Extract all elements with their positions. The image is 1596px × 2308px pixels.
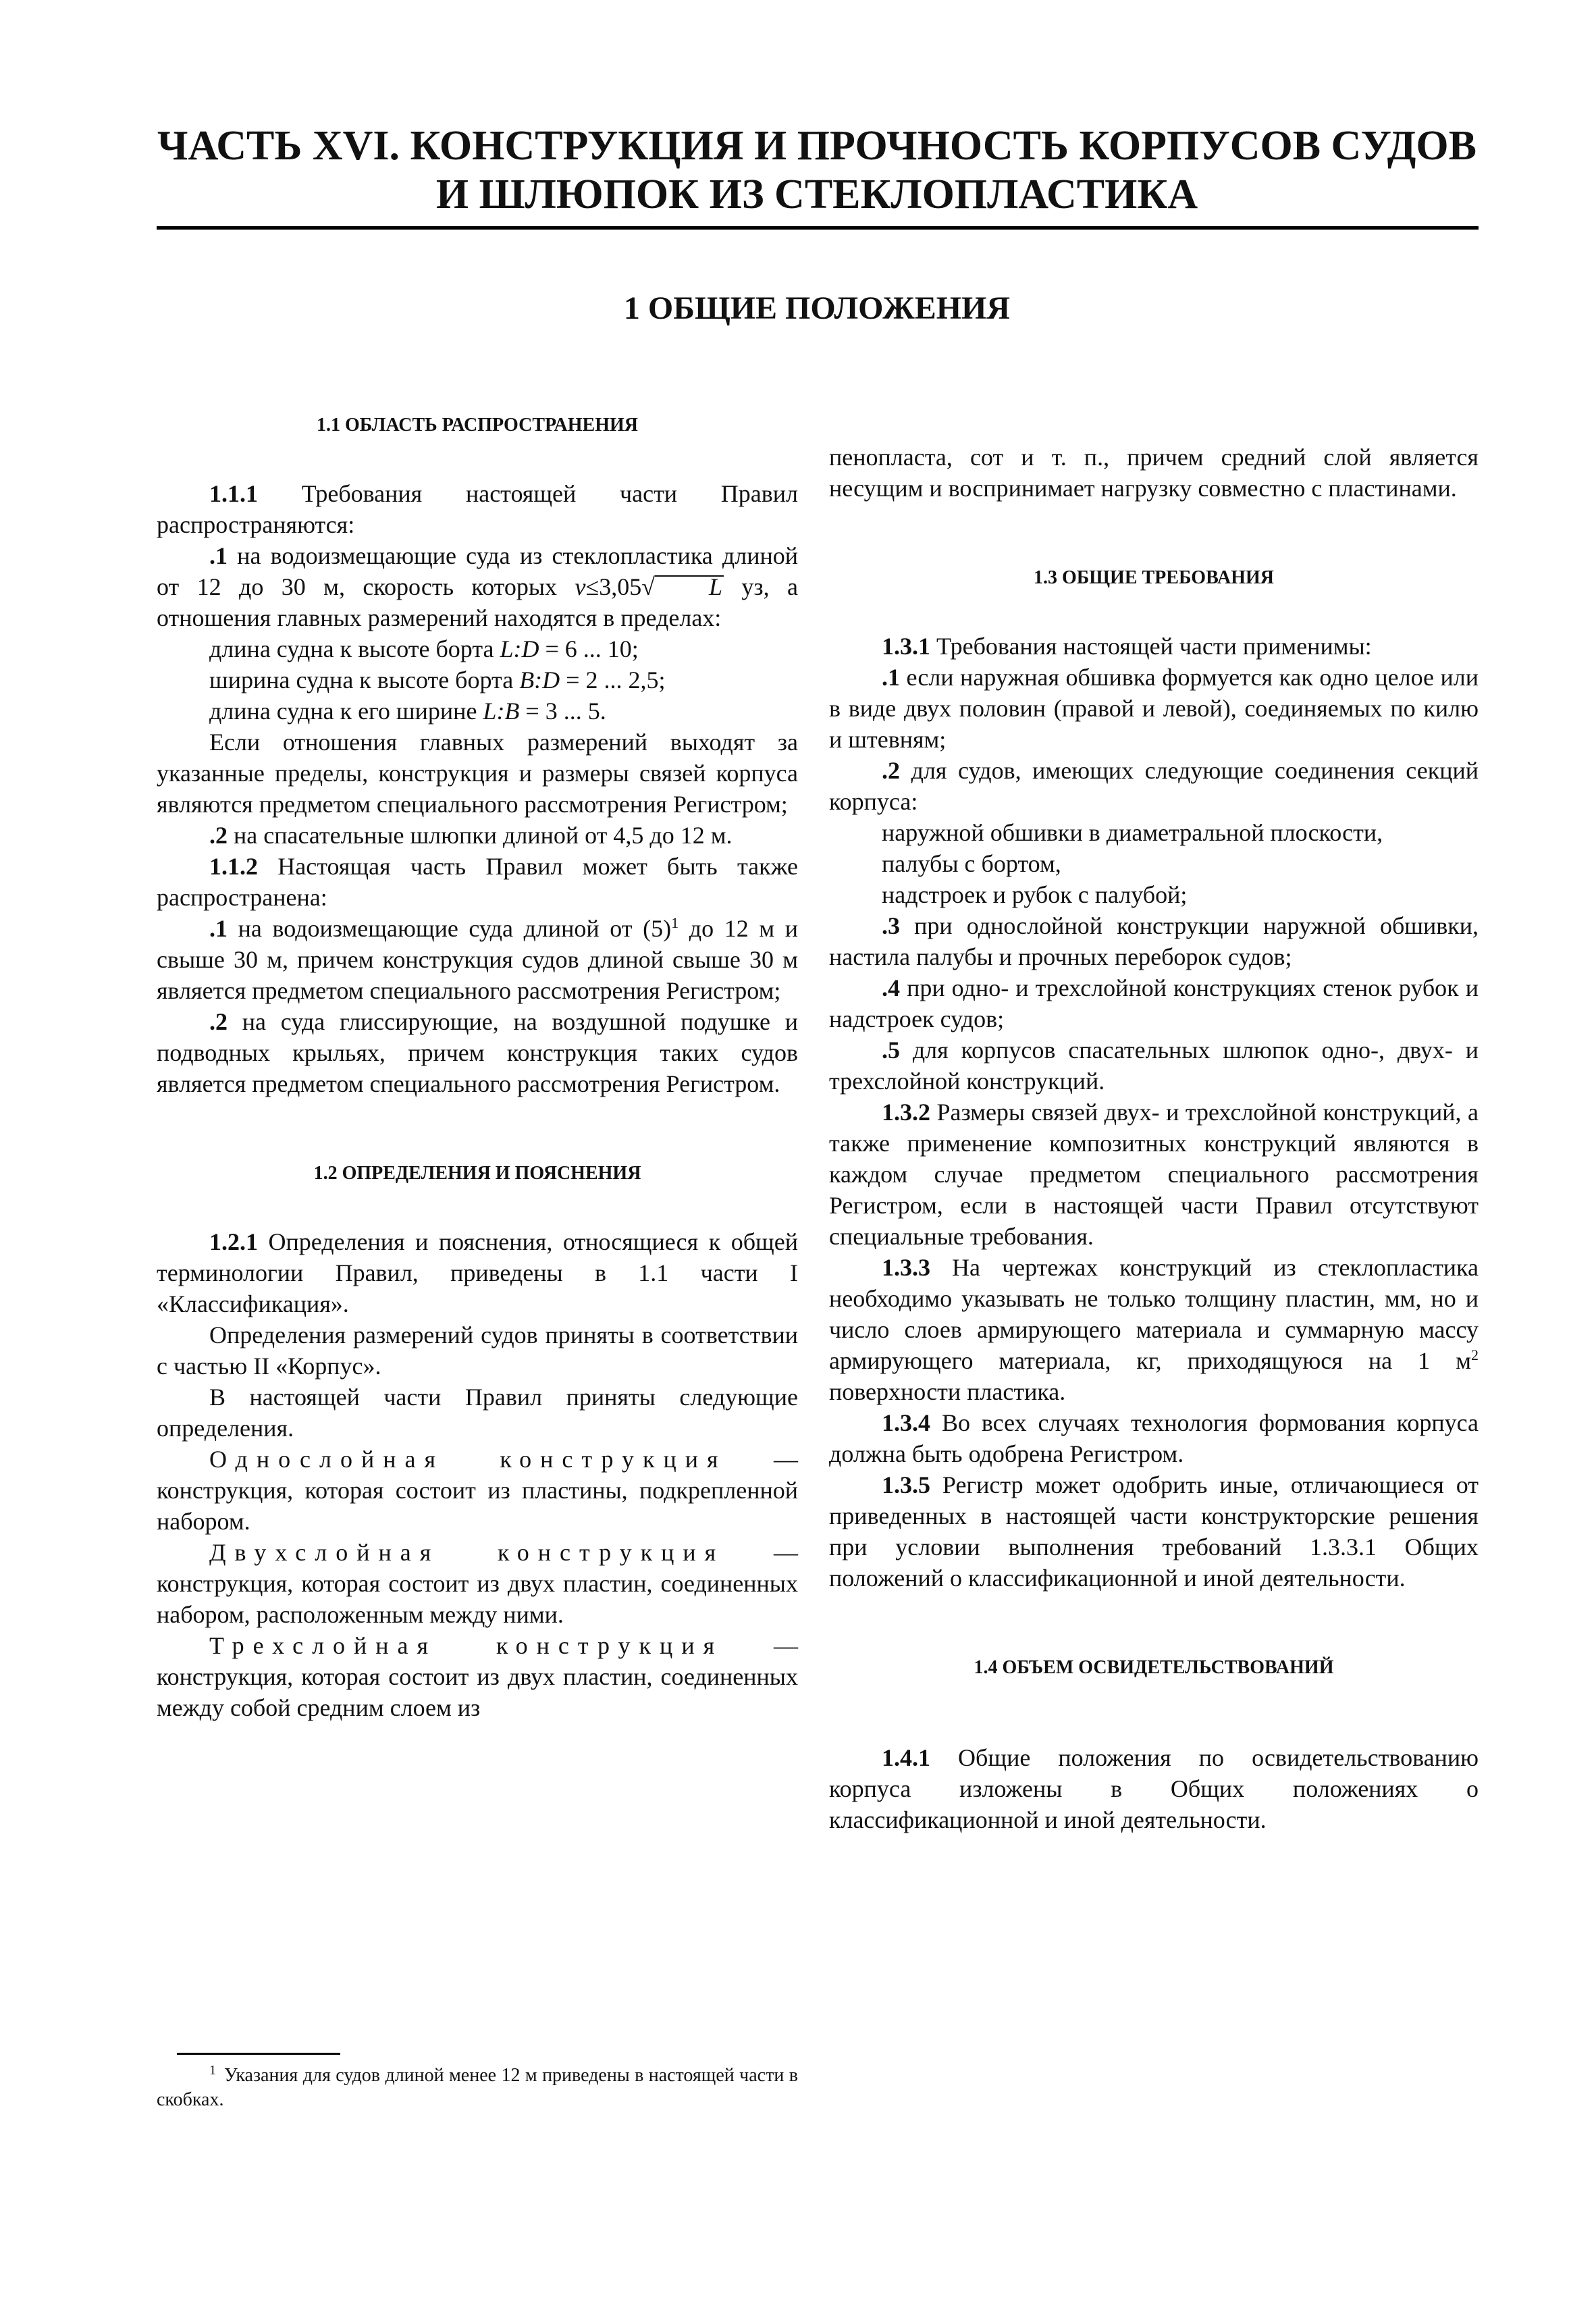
item-number: .3 — [882, 912, 900, 939]
spacer — [829, 1594, 1479, 1656]
paragraph-1-3-3 — [829, 1252, 1479, 1407]
item-text: на водоизмещающие суда длиной от (5) — [228, 915, 672, 942]
footnote-number: 1 — [209, 2062, 216, 2078]
item-text: при одно- и трехслойной конструкциях стенок рубок и надстроек судов; — [829, 974, 1479, 1032]
item-1-1-2-1 — [157, 913, 798, 1006]
item-1-1-1-1 — [157, 540, 798, 633]
heading-1-1: 1.1 ОБЛАСТЬ РАСПРОСТРАНЕНИЯ — [317, 415, 638, 436]
spacer — [829, 1680, 1479, 1742]
clause-text: Размеры связей двух- и трехслойной конструкций, а также применение композитных конструкций являются в каждом случае предметом специального рассмотрения Регистром, если в настоящей части Правил отсутствуют специальные требования. — [829, 1099, 1479, 1250]
clause-number: 1.3.4 — [882, 1409, 930, 1436]
ratio-symbol: L:D — [500, 635, 539, 662]
definition-text: — конструкция, которая состоит из двух пластин, соединенных между собой средним слоем из — [157, 1632, 798, 1721]
part-title-line1: ЧАСТЬ XVI. КОНСТРУКЦИЯ И ПРОЧНОСТЬ КОРПУСОВ СУДОВ — [157, 123, 1477, 169]
title-rule — [157, 226, 1479, 230]
ratio-line — [157, 696, 798, 727]
clause-text: Настоящая часть Правил может быть также распространена: — [157, 853, 798, 911]
clause-text: Во всех случаях технология формования корпуса должна быть одобрена Регистром. — [829, 1409, 1479, 1467]
term: Однослойная конструкция — [209, 1446, 727, 1473]
section-title: 1 ОБЩИЕ ПОЛОЖЕНИЯ — [623, 290, 1011, 326]
paragraph-accepted: В настоящей части Правил приняты следующие определения. — [157, 1384, 798, 1442]
ratio-symbol: B:D — [519, 666, 560, 693]
speed-limit: ≤3,05 — [585, 573, 642, 600]
sqrt-sign: √ — [641, 573, 655, 600]
item-number: .2 — [882, 757, 900, 784]
clause-number: 1.2.1 — [209, 1228, 258, 1255]
item-1-3-1-4 — [829, 972, 1479, 1034]
clause-number: 1.4.1 — [882, 1744, 930, 1771]
definition-double-layer — [157, 1537, 798, 1630]
clause-text: Определения и пояснения, относящиеся к общей терминологии Правил, приведены в 1.1 части I «Классификация». — [157, 1228, 798, 1317]
spacer — [157, 438, 798, 478]
item-text: на водоизмещающие суда из стеклопластика длиной от 12 до 30 м, скорость которых — [157, 542, 798, 600]
spacer — [829, 504, 1479, 566]
item-1-3-1-2 — [829, 755, 1479, 817]
paragraph-continuation: пенопласта, сот и т. п., причем средний слой является несущим и воспринимает нагрузку совместно с пластинами. — [829, 444, 1479, 502]
paragraph-1-1-2 — [157, 851, 798, 913]
clause-number: 1.3.3 — [882, 1254, 930, 1281]
sqrt-argument: L — [655, 575, 724, 597]
item-text-cont: до 12 м и свыше 30 м, причем конструкция судов длиной свыше 30 м является предметом специального рассмотрения Регистром; — [157, 915, 798, 1004]
item-text: если наружная обшивка формуется как одно целое или в виде двух половин (правой и левой), соединяемых по килю и штевням; — [829, 664, 1479, 753]
part-title-line2: И ШЛЮПОК ИЗ СТЕКЛОПЛАСТИКА — [435, 172, 1198, 217]
heading-1-4: 1.4 ОБЪЕМ ОСВИДЕТЕЛЬСТВОВАНИЙ — [974, 1657, 1334, 1678]
heading-1-2: 1.2 ОПРЕДЕЛЕНИЯ И ПОЯСНЕНИЯ — [313, 1163, 641, 1184]
paragraph-1-3-2 — [829, 1097, 1479, 1252]
clause-number: 1.3.2 — [882, 1099, 930, 1126]
spacer — [157, 1099, 798, 1161]
part-title — [155, 122, 1479, 219]
item-number: .5 — [882, 1037, 900, 1064]
item-text: при однослойной конструкции наружной обшивки, настила палубы и прочных переборок судов; — [829, 912, 1479, 970]
item-text: для корпусов спасательных шлюпок одно-, двух- и трехслойной конструкций. — [829, 1037, 1479, 1095]
item-text: на суда глиссирующие, на воздушной подушке и подводных крыльях, причем конструкция таких судов является предметом специального рассмотрения Регистром. — [157, 1008, 798, 1097]
paragraph-definitions: Определения размерений судов приняты в соответствии с частью II «Корпус». — [157, 1321, 798, 1380]
ratio-label: длина судна к его ширине — [209, 698, 483, 725]
clause-text: Общие положения по освидетельствованию корпуса изложены в Общих положениях о классификационной и иной деятельности. — [829, 1744, 1479, 1833]
paragraph-1-3-1 — [829, 631, 1479, 662]
sub-item: надстроек и рубок с палубой; — [882, 881, 1188, 908]
heading-1-3: 1.3 ОБЩИЕ ТРЕБОВАНИЯ — [1034, 567, 1274, 588]
definition-sandwich — [157, 1630, 798, 1723]
footnote-ref: 1 — [671, 914, 679, 931]
definition-text: — конструкция, которая состоит из двух пластин, соединенных набором, расположенным между ними. — [157, 1539, 799, 1628]
ratio-line — [157, 664, 798, 696]
item-number: .1 — [882, 664, 900, 691]
spacer — [829, 590, 1479, 631]
paragraph-1-1-1 — [157, 478, 798, 540]
ratio-label: длина судна к высоте борта — [209, 635, 500, 662]
paragraph-outside-limits: Если отношения главных размерений выходят за указанные пределы, конструкция и размеры связей корпуса являются предметом специального рассмотрения Регистром; — [157, 729, 798, 818]
ratio-value: = 3 ... 5. — [519, 698, 606, 725]
ratio-symbol: L:B — [483, 698, 520, 725]
item-number: .2 — [209, 822, 228, 849]
paragraph-1-3-5 — [829, 1469, 1479, 1594]
definition-single-layer — [157, 1444, 798, 1537]
clause-number: 1.1.1 — [209, 480, 258, 507]
item-1-3-1-3 — [829, 910, 1479, 972]
footnote — [157, 2064, 798, 2112]
item-1-3-1-5 — [829, 1034, 1479, 1097]
speed-symbol: v — [575, 573, 586, 600]
clause-text: На чертежах конструкций из стеклопластика необходимо указывать не только толщину пластин, мм, но и число слоев армирующего материала и суммарную массу армирующего материала, кг, приходящуюся на 1 м — [829, 1254, 1479, 1374]
left-column — [157, 413, 798, 1723]
paragraph-1-3-4 — [829, 1407, 1479, 1469]
clause-number: 1.3.5 — [882, 1471, 930, 1498]
paragraph-1-2-1 — [157, 1226, 798, 1319]
clause-text: Требования настоящей части применимы: — [930, 633, 1372, 660]
item-text-cont: уз, а отношения главных размерений находятся в пределах: — [157, 573, 798, 631]
ratio-line — [157, 633, 798, 664]
right-column — [829, 442, 1479, 1835]
item-number: .4 — [882, 974, 900, 1001]
ratio-label: ширина судна к высоте борта — [209, 666, 520, 693]
item-number: .2 — [209, 1008, 228, 1035]
footnote-rule — [177, 2053, 340, 2055]
paragraph-1-4-1 — [829, 1742, 1479, 1835]
sub-item: палубы с бортом, — [882, 850, 1061, 877]
footnote-text: Указания для судов длиной менее 12 м приведены в настоящей части в скобках. — [157, 2065, 798, 2110]
item-text: на спасательные шлюпки длиной от 4,5 до 12 м. — [228, 822, 733, 849]
term: Трехслойная конструкция — [209, 1632, 724, 1659]
item-1-1-2-2 — [157, 1006, 798, 1099]
clause-number: 1.1.2 — [209, 853, 258, 880]
item-number: .1 — [209, 542, 228, 569]
clause-number: 1.3.1 — [882, 633, 930, 660]
item-1-3-1-1 — [829, 662, 1479, 755]
item-1-1-1-2 — [157, 820, 798, 851]
spacer — [157, 1186, 798, 1226]
clause-text-cont: поверхности пластика. — [829, 1378, 1066, 1405]
sub-item: наружной обшивки в диаметральной плоскости, — [882, 819, 1383, 846]
item-number: .1 — [209, 915, 228, 942]
square-exponent: 2 — [1471, 1346, 1479, 1363]
term: Двухслойная конструкция — [209, 1539, 725, 1566]
definition-text: — конструкция, которая состоит из пластины, подкрепленной набором. — [157, 1446, 799, 1535]
clause-text: Требования настоящей части Правил распространяются: — [157, 480, 798, 538]
item-text: для судов, имеющих следующие соединения секций корпуса: — [829, 757, 1479, 815]
ratio-value: = 2 ... 2,5; — [560, 666, 666, 693]
clause-text: Регистр может одобрить иные, отличающиеся от приведенных в настоящей части конструкторские решения при условии выполнения требований 1.3.3.1 Общих положений о классификационной и иной деятельности. — [829, 1471, 1479, 1592]
ratio-value: = 6 ... 10; — [539, 635, 639, 662]
